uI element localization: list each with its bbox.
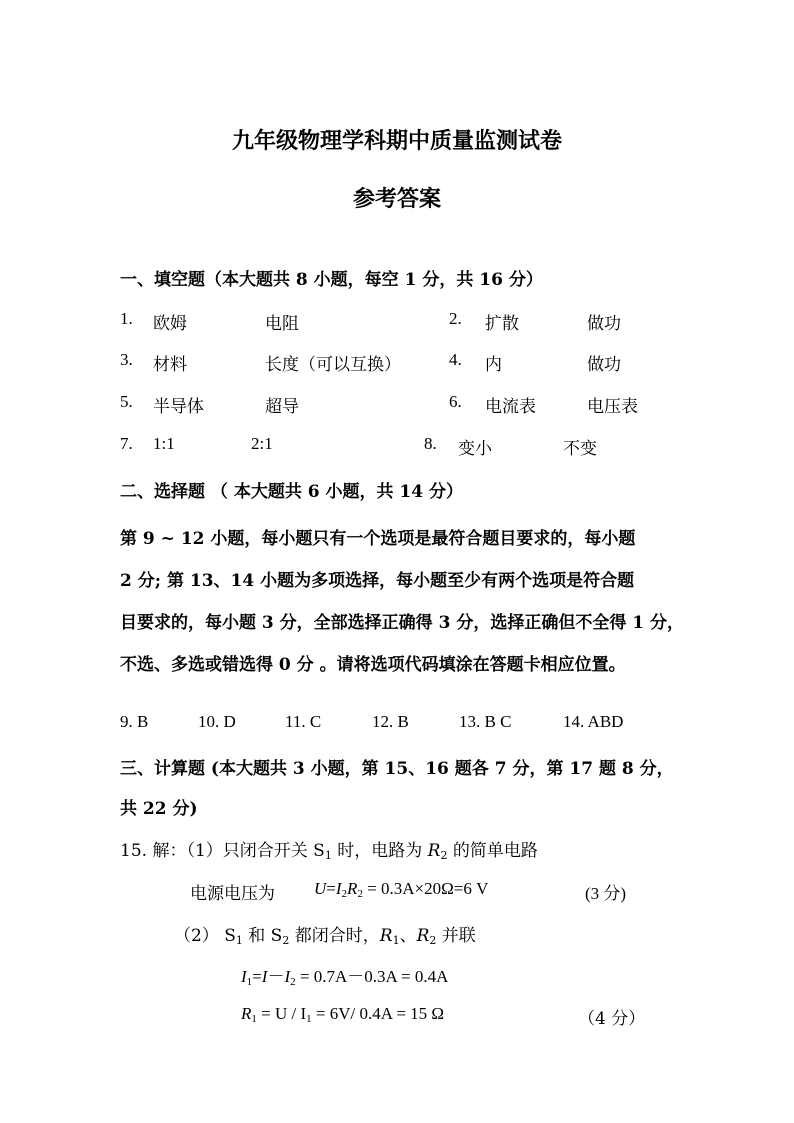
subscript: 2	[341, 888, 348, 900]
variable: R	[347, 879, 358, 898]
choice-answer: 11. C	[285, 712, 322, 731]
answer-number: 8.	[424, 434, 437, 453]
variable: I	[335, 879, 342, 898]
q15-part1-text: 的简单电路	[447, 841, 538, 861]
operator: －	[267, 967, 285, 986]
separator: 、	[399, 926, 417, 946]
answer-blank-b: 电压表	[587, 397, 638, 417]
answer-number: 2.	[449, 309, 462, 328]
subscript: 1	[392, 934, 400, 947]
answer-blank-a: 扩散	[485, 314, 519, 334]
answer-blank-b: 电阻	[265, 314, 299, 334]
answer-blank-b: 2:1	[251, 434, 273, 453]
q15-part2-line	[174, 921, 476, 946]
subscript: 1	[246, 976, 253, 988]
variable: I	[261, 967, 268, 986]
answer-blank-a: 半导体	[153, 397, 204, 417]
subscript: 2	[440, 849, 448, 862]
section-3-heading: 三、计算题 (本大题共 3 小题，第 15、16 题各 7 分，第 17 题 8 分，	[120, 759, 674, 779]
subscript: 2	[429, 934, 437, 947]
answer-blank-a: 欧姆	[153, 314, 187, 334]
choice-answer: 13. B C	[459, 712, 512, 731]
answer-blank-b: 做功	[587, 314, 621, 334]
section-1-heading: 一、填空题（本大题共 8 小题，每空 1 分，共 16 分）	[120, 270, 543, 290]
q15-part2-text: 和 S	[242, 926, 283, 946]
equation-text: = 0.7A－0.3A = 0.4A	[295, 967, 449, 986]
page-title: 九年级物理学科期中质量监测试卷	[231, 128, 562, 154]
answer-blank-b: 超导	[265, 397, 299, 417]
q15-part2-text: 都闭合时，	[289, 926, 380, 946]
variable: R	[241, 1004, 252, 1023]
subscript: 1	[306, 1013, 312, 1025]
subscript: 2	[282, 934, 290, 947]
q15-part1-text: 时，电路为	[331, 841, 428, 861]
q15-score-1: (3 分)	[585, 884, 627, 903]
answer-blank-b: 不变	[563, 439, 597, 459]
instruction-line: 2 分; 第 13、14 小题为多项选择，每小题至少有两个选项是符合题	[120, 571, 635, 591]
instruction-line: 不选、多选或错选得 0 分 。请将选项代码填涂在答题卡相应位置。	[120, 655, 626, 675]
variable: R	[427, 841, 441, 861]
subscript: 1	[235, 934, 243, 947]
q15-score-2: （4 分）	[578, 1009, 646, 1029]
answer-number: 7.	[120, 434, 133, 453]
answer-blank-a: 材料	[153, 355, 187, 375]
equation-text: = 6V/ 0.4A = 15 Ω	[311, 1004, 445, 1023]
variable: R	[416, 926, 430, 946]
answer-blank-a: 电流表	[485, 397, 536, 417]
section-2-heading: 二、选择题 （ 本大题共 6 小题，共 14 分）	[120, 482, 463, 502]
answer-blank-b: 长度（可以互换）	[265, 355, 401, 375]
section-3-heading-cont: 共 22 分)	[120, 799, 198, 819]
q15-part1-line	[120, 836, 538, 861]
page-subtitle: 参考答案	[352, 186, 441, 212]
operator: =	[252, 967, 262, 986]
choice-answer: 10. D	[198, 712, 236, 731]
answer-blank-a: 1:1	[153, 434, 175, 453]
choice-answer: 14. ABD	[563, 712, 624, 731]
q15-part2-text: （2） S	[174, 926, 236, 946]
q15-part2-text: 并联	[436, 926, 476, 946]
equation-text: = 0.3A×20Ω=6 V	[362, 879, 489, 898]
subscript: 1	[251, 1013, 257, 1025]
variable: R	[379, 926, 393, 946]
q15-part1-text: （1）只闭合开关 S	[186, 841, 325, 861]
q15-voltage-equation	[314, 879, 488, 899]
equation-text: = U / I	[256, 1004, 307, 1023]
instruction-line: 第 9 ~ 12 小题，每小题只有一个选项是最符合题目要求的，每小题	[120, 529, 636, 549]
q15-resistance-equation	[241, 1004, 444, 1024]
operator: =	[326, 879, 336, 898]
answer-blank-a: 内	[485, 355, 502, 375]
subscript: 2	[357, 888, 363, 900]
answer-number: 1.	[120, 309, 133, 328]
answer-number: 5.	[120, 392, 133, 411]
subscript: 2	[290, 976, 296, 988]
subscript: 1	[324, 849, 332, 862]
q15-voltage-label: 电源电压为	[190, 884, 275, 904]
answer-number: 4.	[449, 350, 462, 369]
answer-number: 6.	[449, 392, 462, 411]
answer-blank-b: 做功	[587, 355, 621, 375]
answer-blank-a: 变小	[458, 439, 492, 459]
answer-number: 3.	[120, 350, 133, 369]
choice-answer: 12. B	[372, 712, 409, 731]
variable: U	[314, 879, 327, 898]
q15-current-equation	[241, 962, 448, 987]
variable: I	[241, 967, 247, 986]
variable: I	[284, 967, 291, 986]
choice-answer: 9. B	[120, 712, 149, 731]
instruction-line: 目要求的，每小题 3 分，全部选择正确得 3 分，选择正确但不全得 1 分，	[120, 613, 684, 633]
q15-label: 15. 解：	[120, 841, 187, 861]
